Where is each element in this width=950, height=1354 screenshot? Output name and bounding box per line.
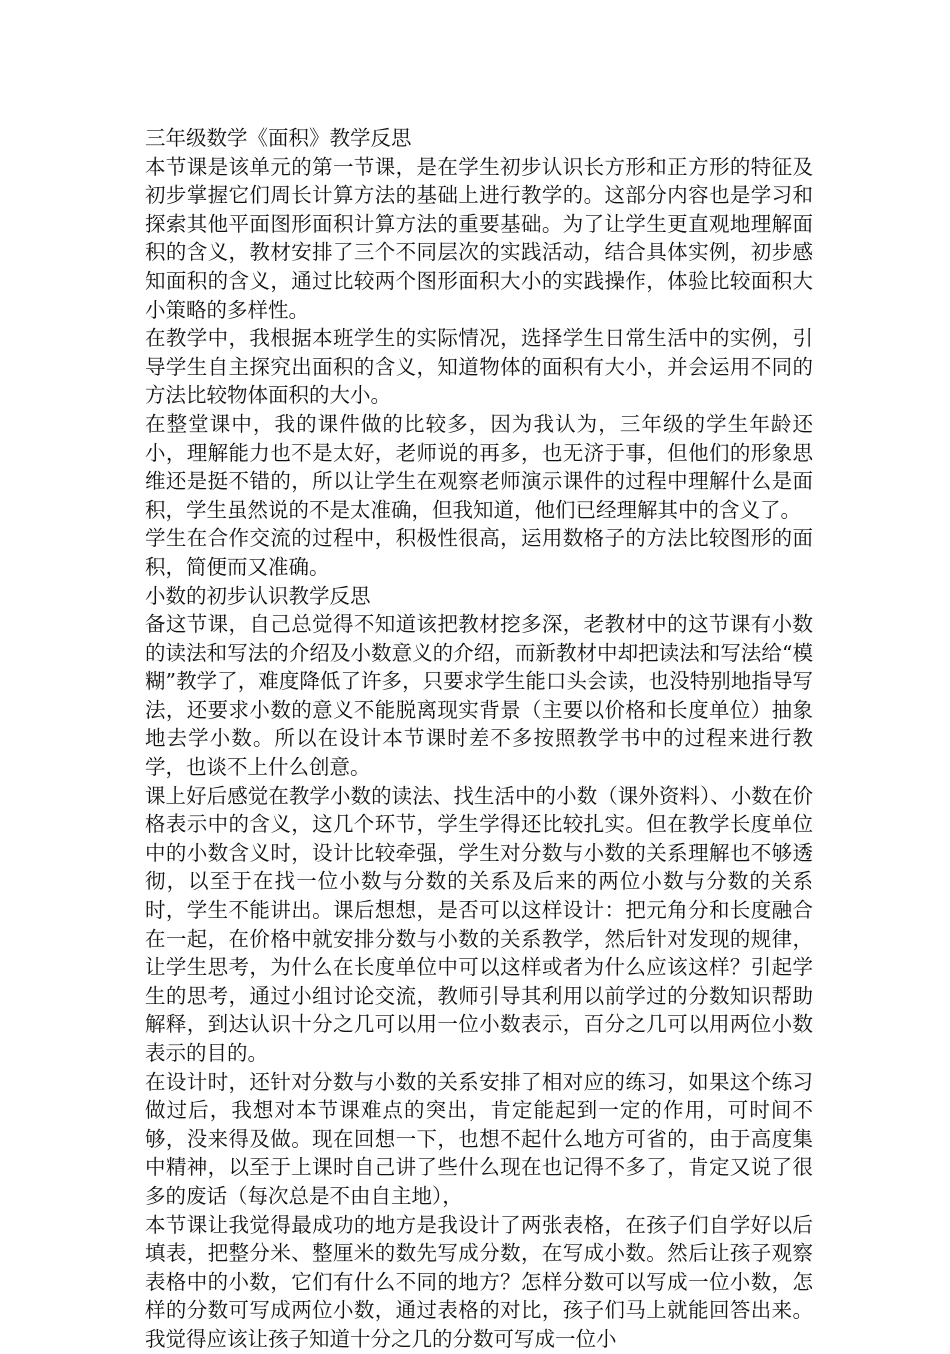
paragraph-teaching-approach: 在教学中，我根据本班学生的实际情况，选择学生日常生活中的实例，引导学生自主探究出面积的含义，知道物体的面积有大小，并会运用不同的方法比较物体面积的大小。 [145,326,813,408]
document-body [145,124,813,1354]
heading-decimal-reflection: 小数的初步认识教学反思 [145,583,371,608]
paragraph-lesson-prep: 备这节课，自己总觉得不知道该把教材挖多深，老教材中的这节课有小数的读法和写法的介绍及小数意义的介绍，而新教材中却把读法和写法给“模糊”教学了，难度降低了许多，只要求学生能口头会读，也没特别地指导写法，还要求小数的意义不能脱离现实背景（主要以价格和长度单位）抽象地去学小数。所以在设计本节课时差不多按照教学书中的过程来进行教学，也谈不上什么创意。 [145,612,813,780]
paragraph-success: 本节课让我觉得最成功的地方是我设计了两张表格，在孩子们自学好以后填表，把整分米、整厘米的数先写成分数，在写成小数。然后让孩子观察表格中的小数，它们有什么不同的地方？怎样分数可以写成一位小数，怎样的分数可写成两位小数，通过表格的对比，孩子们马上就能回答出来。我觉得应该让孩子知道十分之几的分数可写成一位小 [145,1212,813,1351]
paragraph-lesson-overview: 本节课是该单元的第一节课，是在学生初步认识长方形和正方形的特征及初步掌握它们周长计算方法的基础上进行教学的。这部分内容也是学习和探索其他平面图形面积计算方法的重要基础。为了让学生更直观地理解面积的含义，教材安排了三个不同层次的实践活动，结合具体实例，初步感知面积的含义，通过比较两个图形面积大小的实践操作，体验比较面积大小策略的多样性。 [145,154,813,322]
paragraph-cooperation: 学生在合作交流的过程中，积极性很高，运用数格子的方法比较图形的面积，简便而又准确。 [145,526,813,579]
paragraph-courseware: 在整堂课中，我的课件做的比较多，因为我认为，三年级的学生年龄还小，理解能力也不是太好，老师说的再多，也无济于事，但他们的形象思维还是挺不错的，所以让学生在观察老师演示课件的过程中理解什么是面积，学生虽然说的不是太准确，但我知道，他们已经理解其中的含义了。 [145,411,813,522]
paragraph-after-class: 课上好后感觉在教学小数的读法、找生活中的小数（课外资料）、小数在价格表示中的含义，这几个环节，学生学得还比较扎实。但在教学长度单位中的小数含义时，设计比较牵强，学生对分数与小数的关系理解也不够透彻，以至于在找一位小数与分数的关系及后来的两位小数与分数的关系时，学生不能讲出。课后想想，是否可以这样设计：把元角分和长度融合在一起，在价格中就安排分数与小数的关系教学，然后针对发现的规律，让学生思考，为什么在长度单位中可以这样或者为什么应该这样？引起学生的思考，通过小组讨论交流，教师引导其利用以前学过的分数知识帮助解释，到达认识十分之几可以用一位小数表示，百分之几可以用两位小数表示的目的。 [145,783,813,1065]
paragraph-exercises: 在设计时，还针对分数与小数的关系安排了相对应的练习，如果这个练习做过后，我想对本节课难点的突出，肯定能起到一定的作用，可时间不够，没来得及做。现在回想一下，也想不起什么地方可省的，由于高度集中精神，以至于上课时自己讲了些什么现在也记得不多了，肯定又说了很多的废话（每次总是不由自主地）， [145,1069,813,1208]
heading-area-reflection: 三年级数学《面积》教学反思 [145,126,412,150]
